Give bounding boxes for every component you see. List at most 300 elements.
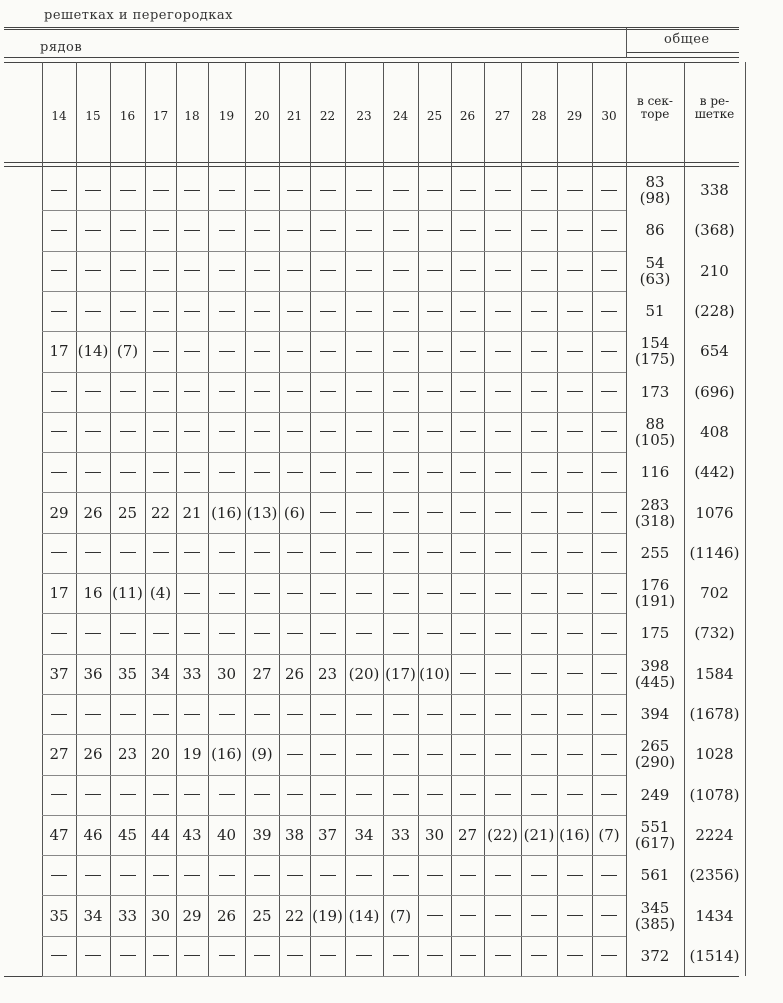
dash-mark [184,351,200,352]
table-cell [245,613,279,653]
table-cell [592,694,626,734]
table-cell [76,936,110,976]
table-cell [451,251,484,291]
dash-mark [184,794,200,795]
dash-mark [531,714,547,715]
table-cell [484,573,521,613]
table-cell: (6) [283,503,306,522]
grid-total: (1678) [689,705,740,724]
dash-mark [287,351,303,352]
dash-mark [287,230,303,231]
grid-total: 1076 [695,503,734,522]
dash-mark [601,391,617,392]
table-cell [245,412,279,452]
dash-mark [184,633,200,634]
table-cell [592,573,626,613]
table-cell [345,533,383,573]
table-cell [145,331,176,371]
dash-mark [356,552,372,553]
dash-mark [601,915,617,916]
dash-mark [460,351,476,352]
table-cell [383,291,418,331]
table-cell [208,331,245,371]
table-cell: (13) [246,503,278,522]
table-cell [345,170,383,210]
table-cell [592,492,626,532]
dash-mark [51,955,67,956]
table-cell [208,855,245,895]
dash-mark [393,955,409,956]
rule-horizontal [42,976,626,977]
sector-total: 173 [640,382,670,401]
table-cell: 47 [49,825,69,844]
dash-mark [254,351,270,352]
table-cell [245,855,279,895]
table-cell [383,775,418,815]
column-header: 28 [531,109,547,123]
table-cell [145,533,176,573]
dash-mark [356,714,372,715]
dash-mark [356,794,372,795]
dash-mark [495,472,511,473]
dash-mark [219,794,235,795]
table-cell [484,452,521,492]
table-cell [176,694,208,734]
table-cell: 30 [424,825,445,844]
table-cell [345,452,383,492]
table-cell [279,452,310,492]
table-cell [383,170,418,210]
table-cell [418,855,451,895]
dash-mark [427,190,443,191]
dash-mark [567,915,583,916]
table-cell: 27 [252,664,272,683]
dash-mark [153,875,169,876]
table-cell [451,895,484,935]
dash-mark [495,270,511,271]
sector-total: 154 (175) [634,334,676,369]
table-cell [245,170,279,210]
table-cell [245,775,279,815]
dash-mark [51,794,67,795]
table-cell [451,170,484,210]
table-cell [418,936,451,976]
table-cell [245,331,279,371]
table-cell [279,936,310,976]
table-cell [383,210,418,250]
dash-mark [320,875,336,876]
table-cell: 35 [117,664,138,683]
table-cell [310,452,345,492]
table-cell [557,936,592,976]
table-cell [484,775,521,815]
dash-mark [567,633,583,634]
dash-mark [254,875,270,876]
dash-mark [495,794,511,795]
dash-mark [153,714,169,715]
dash-mark [495,633,511,634]
table-cell [345,492,383,532]
table-cell [310,372,345,412]
table-cell [592,372,626,412]
dash-mark [254,431,270,432]
column-header: 25 [426,109,443,123]
dash-mark [219,633,235,634]
table-cell [451,452,484,492]
dash-mark [184,391,200,392]
column-header: 29 [566,109,583,123]
dash-mark [85,714,101,715]
table-cell [208,210,245,250]
table-cell [383,412,418,452]
table-cell [592,291,626,331]
table-cell [42,291,76,331]
table-cell: (7) [389,906,412,925]
table-cell [176,412,208,452]
dash-mark [320,311,336,312]
table-cell [279,613,310,653]
dash-mark [531,270,547,271]
table-cell [418,573,451,613]
rule-vertical [745,62,746,976]
table-cell: (4) [149,584,172,603]
dash-mark [531,593,547,594]
table-cell [42,775,76,815]
dash-mark [531,230,547,231]
table-cell: (9) [251,745,273,764]
dash-mark [495,190,511,191]
table-cell: 33 [117,906,138,925]
dash-mark [287,472,303,473]
sector-total: 372 [640,946,670,965]
dash-mark [320,714,336,715]
dash-mark [601,270,617,271]
dash-mark [531,673,547,674]
table-cell [557,372,592,412]
sector-total: 394 [640,705,670,724]
dash-mark [120,230,136,231]
table-cell [484,613,521,653]
table-cell [279,533,310,573]
dash-mark [427,431,443,432]
dash-mark [601,714,617,715]
dash-mark [320,633,336,634]
table-cell: 45 [117,825,138,844]
grid-total: (1514) [689,946,740,965]
grid-total: 654 [700,342,729,361]
table-cell: (10) [419,664,450,683]
dash-mark [460,512,476,513]
table-cell [521,251,557,291]
dash-mark [427,633,443,634]
dash-mark [184,230,200,231]
dash-mark [567,512,583,513]
dash-mark [356,512,372,513]
table-cell [110,210,145,250]
table-cell: 27 [457,825,478,844]
table-cell [279,331,310,371]
table-cell [484,170,521,210]
dash-mark [51,552,67,553]
table-cell [521,613,557,653]
dash-mark [531,875,547,876]
table-cell: 25 [117,503,138,522]
dash-mark [254,552,270,553]
dash-mark [495,915,511,916]
dash-mark [219,714,235,715]
table-cell: 35 [49,906,69,925]
table-cell [345,936,383,976]
dash-mark [601,472,617,473]
table-cell [484,492,521,532]
sector-total: 116 [640,463,670,482]
dash-mark [460,754,476,755]
dash-mark [120,552,136,553]
table-cell [176,170,208,210]
table-cell [592,734,626,774]
dash-mark [601,230,617,231]
column-header: 26 [459,109,476,123]
dash-mark [460,673,476,674]
table-cell [310,613,345,653]
dash-mark [254,794,270,795]
table-cell [592,533,626,573]
table-cell [484,936,521,976]
column-header: 20 [254,109,270,123]
rule-vertical [626,28,627,58]
rule-horizontal [4,166,739,167]
table-cell [245,291,279,331]
table-cell [208,775,245,815]
dash-mark [320,230,336,231]
table-cell [557,452,592,492]
dash-mark [153,472,169,473]
dash-mark [184,472,200,473]
dash-mark [254,955,270,956]
table-cell [592,170,626,210]
column-header: 17 [152,109,169,123]
table-cell [557,654,592,694]
dash-mark [153,794,169,795]
dash-mark [120,270,136,271]
grid-total: (1078) [689,785,740,804]
dash-mark [85,431,101,432]
dash-mark [567,552,583,553]
table-cell: 33 [182,664,202,683]
table-cell [176,613,208,653]
dash-mark [460,794,476,795]
table-cell: 44 [150,825,171,844]
dash-mark [51,391,67,392]
sector-total: 88 (105) [634,414,676,449]
dash-mark [120,714,136,715]
table-cell [345,694,383,734]
table-cell [592,412,626,452]
table-cell [383,694,418,734]
table-cell [245,251,279,291]
dash-mark [460,311,476,312]
table-cell [592,654,626,694]
dash-mark [153,391,169,392]
table-cell [208,533,245,573]
sector-total: 176 (191) [634,576,676,611]
table-cell: 17 [49,342,69,361]
table-cell: (14) [348,906,380,925]
table-cell [521,734,557,774]
table-cell [521,412,557,452]
dash-mark [567,714,583,715]
grid-total: (1146) [689,543,740,562]
dash-mark [393,311,409,312]
table-cell [557,775,592,815]
table-cell: 34 [83,906,103,925]
grid-total: (228) [694,302,735,321]
table-cell [110,533,145,573]
table-cell [110,775,145,815]
dash-mark [219,311,235,312]
table-cell [484,533,521,573]
dash-mark [219,593,235,594]
dash-mark [51,311,67,312]
table-cell [42,613,76,653]
column-header: 22 [319,109,336,123]
table-cell [451,734,484,774]
dash-mark [254,190,270,191]
dash-mark [51,431,67,432]
table-cell [418,613,451,653]
table-cell [451,936,484,976]
table-cell [145,291,176,331]
dash-mark [427,875,443,876]
dash-mark [219,270,235,271]
dash-mark [254,230,270,231]
header-total: общее [664,32,710,47]
grid-total: (732) [694,624,735,643]
dash-mark [393,190,409,191]
table-cell [345,412,383,452]
table-cell [42,855,76,895]
table-cell [451,654,484,694]
table-cell [208,170,245,210]
table-cell [484,895,521,935]
table-cell [76,210,110,250]
table-cell [557,412,592,452]
dash-mark [495,431,511,432]
sector-total: 265 (290) [634,737,676,772]
table-cell: (7) [116,342,139,361]
dash-mark [427,512,443,513]
table-cell [245,573,279,613]
dash-mark [393,431,409,432]
table-cell [76,775,110,815]
dash-mark [287,311,303,312]
dash-mark [287,633,303,634]
table-cell [557,613,592,653]
dash-mark [567,431,583,432]
dash-mark [287,190,303,191]
dash-mark [460,431,476,432]
table-cell [110,936,145,976]
sector-total: 51 [645,302,665,321]
table-cell: 34 [150,664,171,683]
table-cell [345,251,383,291]
table-cell [145,210,176,250]
table-cell: 26 [284,664,305,683]
table-cell [557,573,592,613]
dash-mark [356,190,372,191]
dash-mark [287,714,303,715]
table-cell [592,775,626,815]
table-cell [383,372,418,412]
dash-mark [356,230,372,231]
dash-mark [356,754,372,755]
dash-mark [495,512,511,513]
table-cell: (16) [211,745,242,764]
dash-mark [120,794,136,795]
dash-mark [219,391,235,392]
table-cell: 29 [182,906,202,925]
table-cell [557,251,592,291]
grid-total: 702 [700,584,729,603]
dash-mark [219,472,235,473]
table-cell [418,895,451,935]
dash-mark [287,593,303,594]
table-cell: 21 [182,503,202,522]
dash-mark [531,190,547,191]
dash-mark [120,875,136,876]
dash-mark [51,190,67,191]
column-header: 16 [119,109,136,123]
dash-mark [460,875,476,876]
dash-mark [427,472,443,473]
dash-mark [495,673,511,674]
table-cell [592,895,626,935]
table-cell [484,372,521,412]
table-cell [245,533,279,573]
table-cell [521,775,557,815]
dash-mark [601,552,617,553]
table-cell [145,452,176,492]
table-cell: 20 [150,745,171,764]
dash-mark [495,391,511,392]
dash-mark [184,311,200,312]
dash-mark [219,552,235,553]
table-cell [418,694,451,734]
table-cell [176,372,208,412]
table-cell [176,291,208,331]
table-cell: (17) [385,664,416,683]
table-cell [310,533,345,573]
header-in-sector: в сек- торе [637,94,673,121]
table-cell [484,734,521,774]
table-cell [110,412,145,452]
table-cell [208,936,245,976]
table-cell [176,210,208,250]
table-cell [145,694,176,734]
dash-mark [531,472,547,473]
column-header: 18 [184,109,200,123]
dash-mark [356,472,372,473]
dash-mark [184,431,200,432]
dash-mark [601,633,617,634]
dash-mark [567,351,583,352]
table-cell [310,573,345,613]
dash-mark [320,512,336,513]
table-cell [110,251,145,291]
table-cell [208,372,245,412]
sector-total: 249 [640,785,670,804]
dash-mark [85,633,101,634]
